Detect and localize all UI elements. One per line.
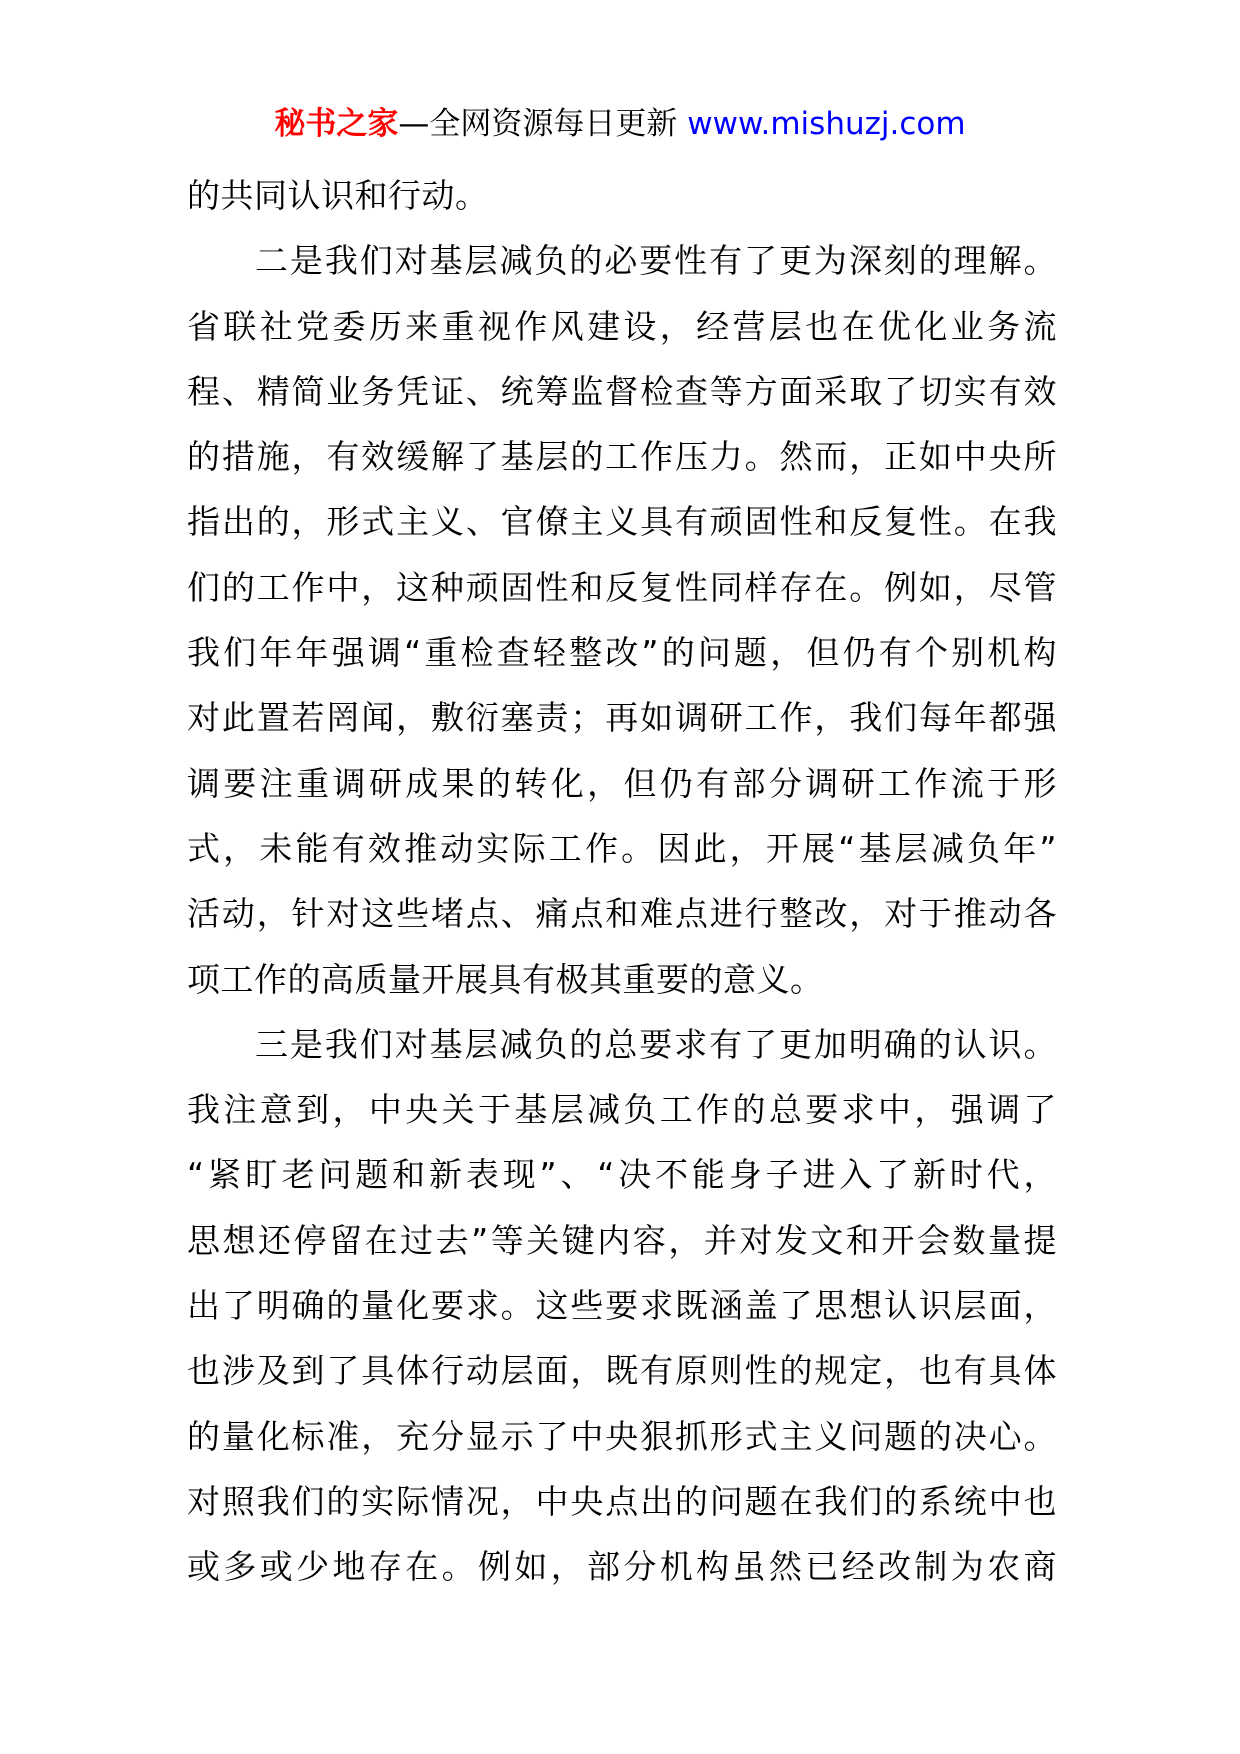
- text-line: “紧盯老问题和新表现”、“决不能身子进入了新时代，: [187, 1155, 1057, 1195]
- text-line: 调要注重调研成果的转化，但仍有部分调研工作流于形: [187, 763, 1057, 803]
- text-line: 指出的，形式主义、官僚主义具有顽固性和反复性。在我: [187, 502, 1057, 542]
- text-line: 或多或少地存在。例如，部分机构虽然已经改制为农商: [187, 1547, 1057, 1587]
- text-line: 我们年年强调“重检查轻整改”的问题，但仍有个别机构: [187, 633, 1057, 673]
- text-line: 对照我们的实际情况，中央点出的问题在我们的系统中也: [187, 1481, 1057, 1521]
- page-header: [0, 104, 1240, 144]
- text-line: 我注意到，中央关于基层减负工作的总要求中，强调了: [187, 1090, 1057, 1130]
- text-line: 们的工作中，这种顽固性和反复性同样存在。例如，尽管: [187, 567, 1057, 607]
- text-line: 思想还停留在过去”等关键内容，并对发文和开会数量提: [187, 1220, 1057, 1260]
- text-line: 二是我们对基层减负的必要性有了更为深刻的理解。: [255, 241, 1057, 281]
- text-line: 也涉及到了具体行动层面，既有原则性的规定，也有具体: [187, 1351, 1057, 1391]
- header-tagline: —全网资源每日更新: [398, 106, 688, 142]
- text-line: 项工作的高质量开展具有极其重要的意义。: [187, 959, 824, 999]
- text-line: 式，未能有效推动实际工作。因此，开展“基层减负年”: [187, 828, 1057, 868]
- text-line: 的量化标准，充分显示了中央狠抓形式主义问题的决心。: [187, 1416, 1057, 1456]
- text-line: 程、精简业务凭证、统筹监督检查等方面采取了切实有效: [187, 371, 1057, 411]
- document-body: [187, 163, 1057, 1600]
- header-brand: 秘书之家: [274, 106, 399, 142]
- text-line: 的措施，有效缓解了基层的工作压力。然而，正如中央所: [187, 437, 1057, 477]
- text-line: 的共同认识和行动。: [187, 176, 489, 215]
- text-line: 三是我们对基层减负的总要求有了更加明确的认识。: [255, 1024, 1057, 1064]
- text-line: 对此置若罔闻，敷衍塞责；再如调研工作，我们每年都强: [187, 698, 1057, 738]
- header-site-link[interactable]: www.mishuzj.com: [687, 106, 966, 142]
- text-line: 活动，针对这些堵点、痛点和难点进行整改，对于推动各: [187, 894, 1057, 934]
- text-line: 出了明确的量化要求。这些要求既涵盖了思想认识层面，: [187, 1286, 1057, 1326]
- text-line: 省联社党委历来重视作风建设，经营层也在优化业务流: [187, 306, 1057, 346]
